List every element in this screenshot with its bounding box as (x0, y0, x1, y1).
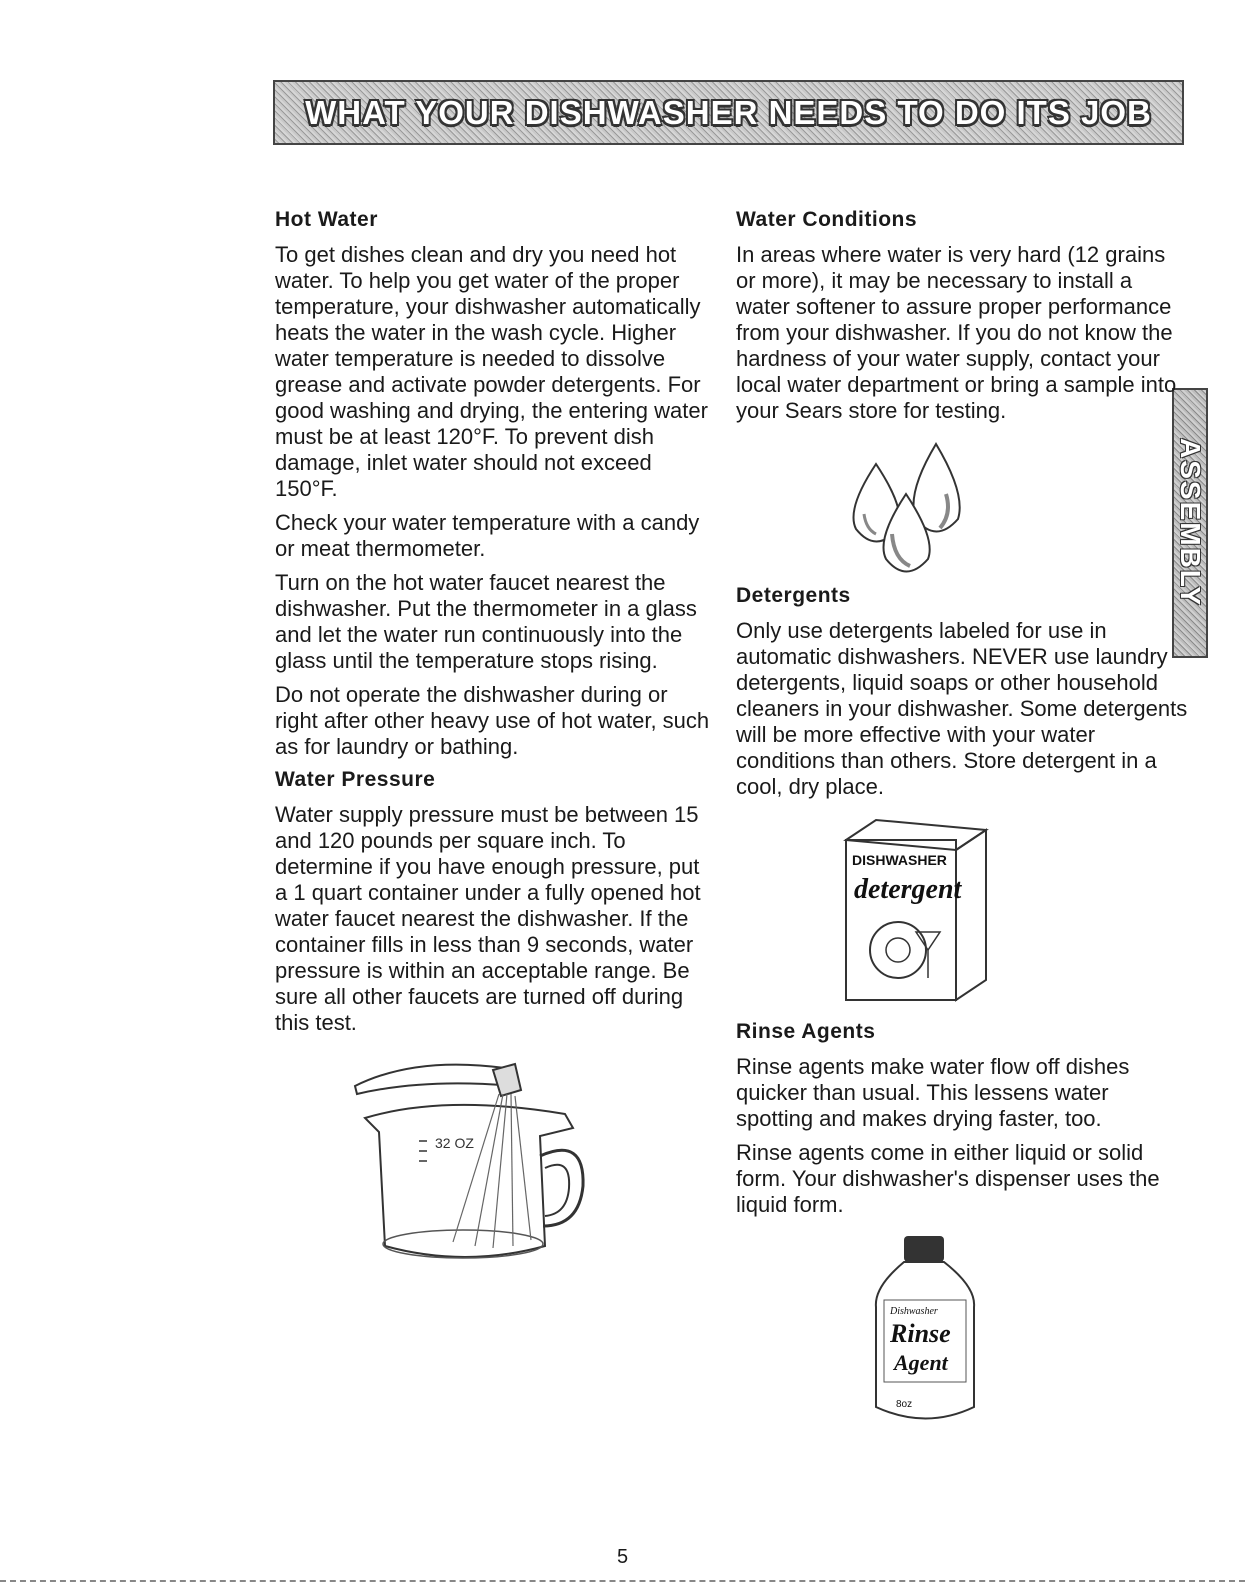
detergents-heading: Detergents (736, 584, 851, 607)
detergent-box-illustration (836, 810, 996, 1010)
detergent-box-name: detergent (854, 874, 962, 905)
page-number: 5 (616, 1546, 629, 1568)
bottom-edge-line (0, 1580, 1245, 1582)
rinse-agents-paragraph-1: Rinse agents make water flow off dishes quicker than usual. This lessens water spotting and makes drying faster, too. (736, 1054, 1130, 1131)
hot-water-paragraph-1: To get dishes clean and dry you need hot water. To help you get water of the proper temperature, your dishwasher automatically heats the water in the wash cycle. Higher water temperature is needed to dissolve grease and activate powder detergents. For good washing and drying, the entering water must be at least 120°F. To prevent dish damage, inlet water should not exceed 150°F. (275, 242, 708, 501)
pitcher-measure-label: 32 OZ (435, 1135, 474, 1151)
water-conditions-heading: Water Conditions (736, 208, 918, 231)
water-conditions-paragraph: In areas where water is very hard (12 grains or more), it may be necessary to install a water softener to assure proper performance from your dishwasher. If you do not know the hardness of your water supply, contact your local water department or bring a sample into your Sears store for testing. (736, 242, 1177, 423)
rinse-bottle-line1: Dishwasher (890, 1306, 938, 1317)
rinse-bottle-line2: Rinse (890, 1319, 951, 1348)
section-title-banner (273, 80, 1184, 145)
faucet-pitcher-illustration (335, 1056, 635, 1266)
water-pressure-heading: Water Pressure (275, 768, 436, 791)
hot-water-heading: Hot Water (275, 208, 378, 231)
left-column (275, 208, 715, 1266)
rinse-agents-paragraph-2: Rinse agents come in either liquid or solid form. Your dishwasher's dispenser uses the liquid form. (736, 1140, 1160, 1217)
water-pressure-paragraph: Water supply pressure must be between 15 and 120 pounds per square inch. To determine if you have enough pressure, put a 1 quart container under a fully opened hot water faucet nearest the dishwasher. If the container fills in less than 9 seconds, water pressure is within an acceptable range. Be sure all other faucets are turned off during this test. (275, 802, 701, 1035)
rinse-agent-bottle-illustration (866, 1232, 986, 1432)
rinse-bottle-size: 8oz (896, 1399, 913, 1410)
detergent-box-brand: DISHWASHER (852, 852, 947, 868)
rinse-bottle-line3: Agent (894, 1350, 948, 1375)
rinse-agents-heading: Rinse Agents (736, 1020, 876, 1043)
hot-water-paragraph-3: Turn on the hot water faucet nearest the dishwasher. Put the thermometer in a glass and let the water run continuously into the glass until the temperature stops rising. (275, 570, 697, 673)
hot-water-paragraph-2: Check your water temperature with a candy or meat thermometer. (275, 510, 700, 561)
right-column (736, 208, 1188, 1432)
side-tab-label: ASSEMBLY (1175, 438, 1206, 608)
water-drops-illustration (836, 434, 986, 584)
page-title: WHAT YOUR DISHWASHER NEEDS TO DO ITS JOB (305, 93, 1152, 131)
hot-water-paragraph-4: Do not operate the dishwasher during or right after other heavy use of hot water, such as for laundry or bathing. (275, 682, 710, 759)
detergents-paragraph: Only use detergents labeled for use in automatic dishwashers. NEVER use laundry detergents, liquid soaps or other household cleaners in your dishwasher. Some detergents will be more effective with your water conditions than others. Store detergent in a cool, dry place. (736, 618, 1188, 799)
